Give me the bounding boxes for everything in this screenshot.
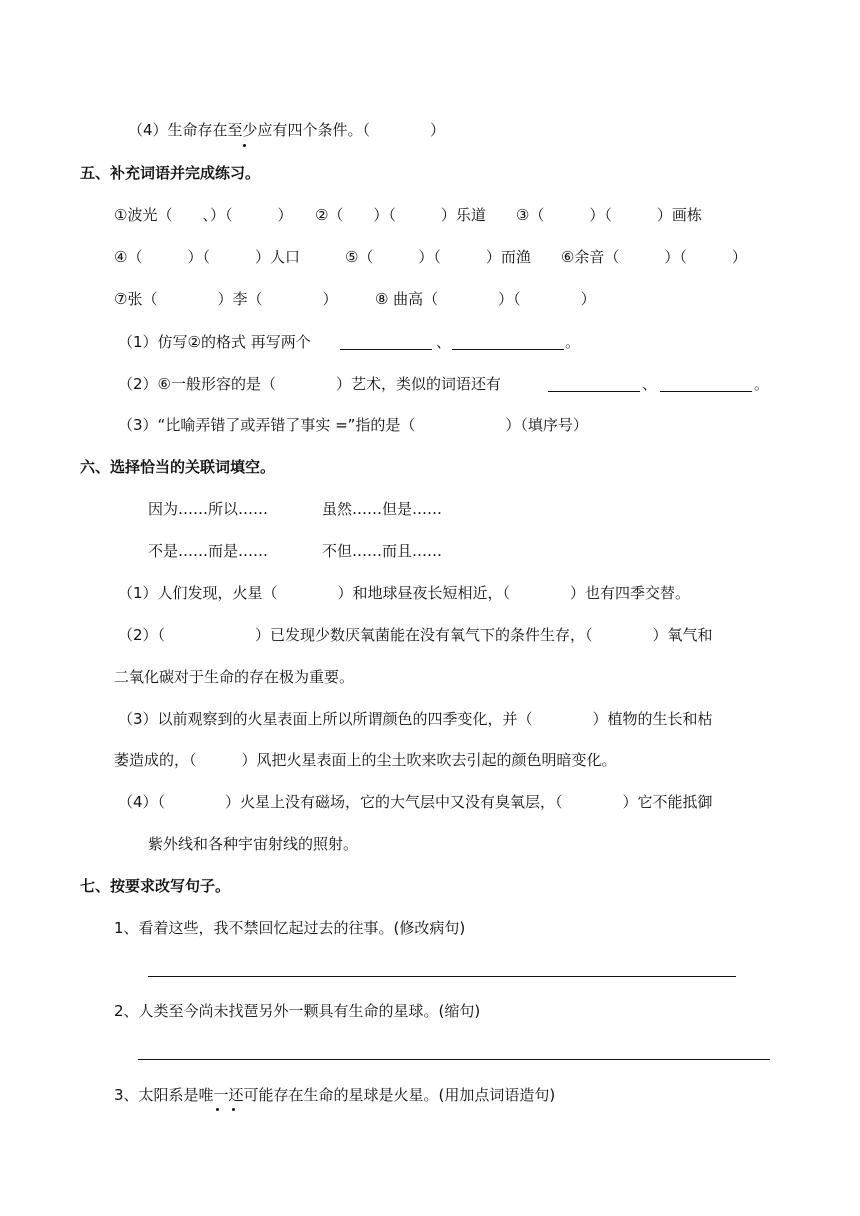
sec5-question-2: （2）⑥一般形容的是（ ）艺术，类似的词语还有 — [118, 375, 501, 393]
idiom-row-2: ④（ ）（ ）人口 ⑤（ ）（ ）而渔 ⑥余音（ ）（ ） — [114, 248, 747, 266]
conjunction-pair: 不但……而且…… — [322, 542, 443, 560]
sec6-question-3-line-1: （3）以前观察到的火星表面上所以所谓颜色的四季变化，并（ ）植物的生长和枯 — [118, 710, 713, 728]
emphasis-dot — [232, 1108, 235, 1111]
answer-blank[interactable] — [452, 349, 564, 350]
emphasis-dot — [243, 144, 246, 147]
section-6-title: 六、选择恰当的关联词填空。 — [80, 458, 276, 476]
sec5-question-3: （3）“比喻弄错了或弄错了事实 =”指的是（ ）（填序号） — [118, 416, 588, 434]
conjunction-pair: 因为……所以…… — [148, 500, 269, 518]
conjunction-pair: 虽然……但是…… — [322, 500, 443, 518]
sec6-question-3-line-2: 萎造成的，（ ）风把火星表面上的尘土吹来吹去引起的颜色明暗变化。 — [114, 751, 617, 769]
sec7-question-3: 3、太阳系是唯一还可能存在生命的星球是火星。(用加点词语造句) — [114, 1086, 556, 1104]
answer-line[interactable] — [138, 1059, 770, 1060]
sec6-question-2-line-2: 二氧化碳对于生命的存在极为重要。 — [114, 668, 355, 686]
idiom-row-3: ⑦张（ ）李（ ） ⑧ 曲高（ ）（ ） — [114, 290, 596, 308]
section-7-title: 七、按要求改写句子。 — [80, 877, 231, 895]
sentence-end: 。 — [565, 333, 581, 351]
emphasis-dot — [216, 1108, 219, 1111]
separator: 、 — [642, 375, 658, 393]
answer-line[interactable] — [148, 976, 736, 977]
answer-blank[interactable] — [660, 391, 752, 392]
section-5-title: 五、补充词语并完成练习。 — [80, 164, 261, 182]
sec5-question-1: （1）仿写②的格式 再写两个 — [118, 333, 311, 351]
sec7-question-1: 1、看着这些，我不禁回忆起过去的往事。(修改病句) — [114, 919, 466, 937]
sec6-question-4-line-1: （4）（ ）火星上没有磁场，它的大气层中又没有臭氧层，（ ）它不能抵御 — [118, 793, 713, 811]
conjunction-pair: 不是……而是…… — [148, 542, 269, 560]
idiom-row-1: ①波光（ 、）（ ） ②（ ）（ ）乐道 ③（ ）（ ）画栋 — [114, 206, 702, 224]
sec6-question-1: （1）人们发现，火星（ ）和地球昼夜长短相近，（ ）也有四季交替。 — [118, 584, 691, 602]
answer-blank[interactable] — [340, 349, 432, 350]
sec6-question-4-line-2: 紫外线和各种宇宙射线的照射。 — [148, 835, 359, 853]
sentence-end: 。 — [754, 375, 770, 393]
sec7-question-2: 2、人类至今尚未找琶另外一颗具有生命的星球。(缩句) — [114, 1002, 481, 1020]
item-4-text: （4）生命存在至少应有四个条件。（ ） — [128, 121, 446, 139]
separator: 、 — [436, 333, 452, 351]
sec6-question-2-line-1: （2）（ ）已发现少数厌氧菌能在没有氧气下的条件生存，（ ）氧气和 — [118, 626, 713, 644]
answer-blank[interactable] — [548, 391, 640, 392]
